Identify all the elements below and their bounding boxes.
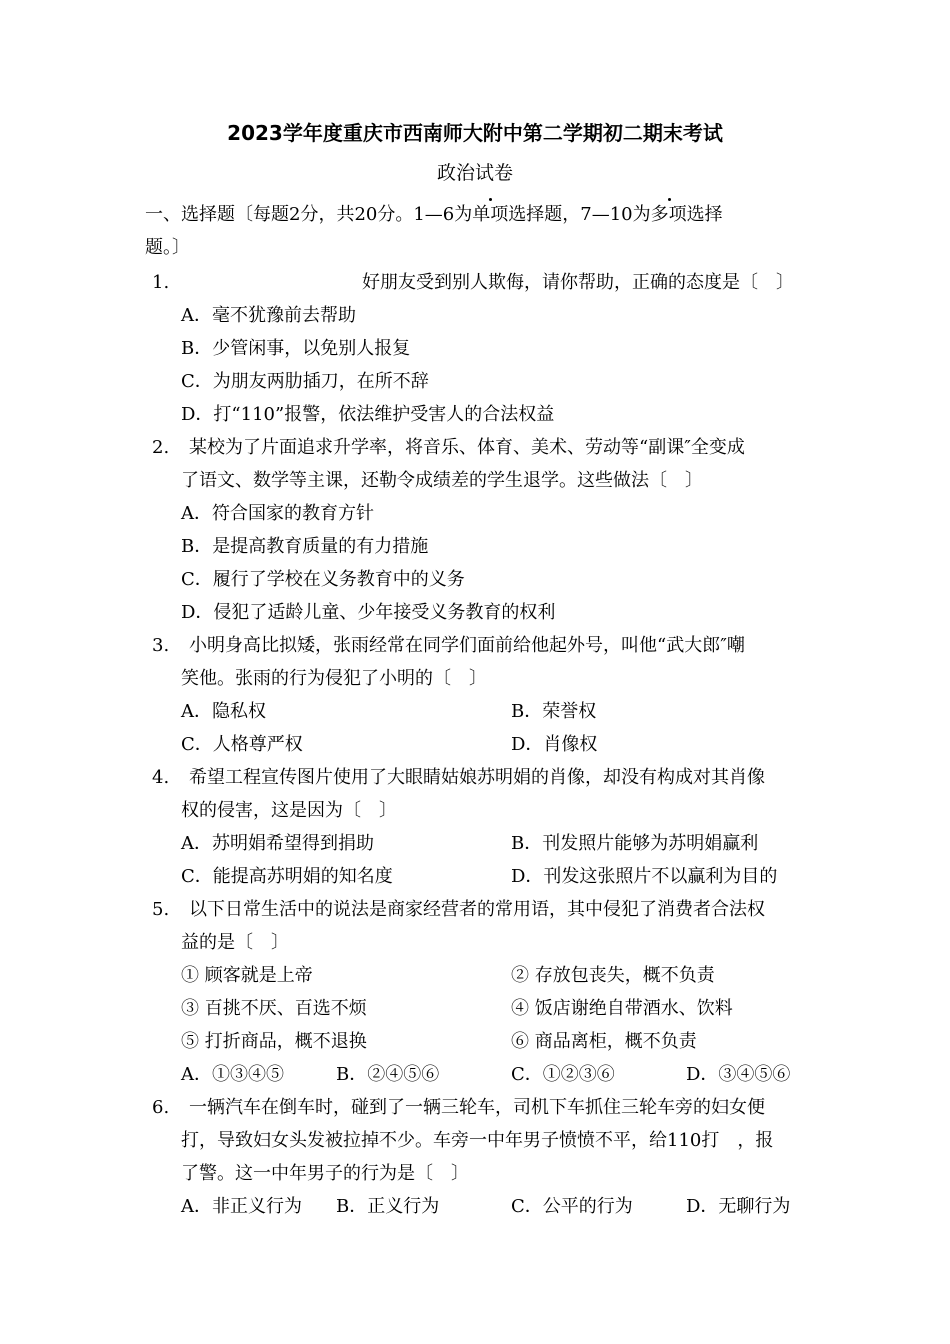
option: C．人格尊严权	[181, 734, 303, 755]
question-stem: 某校为了片面追求升学率，将音乐、体育、美术、劳动等“副课″全变成	[189, 437, 745, 458]
question-stem: 以下日常生活中的说法是商家经营者的常用语，其中侵犯了消费者合法权	[189, 899, 765, 920]
question-stem: 希望工程宣传图片使用了大眼睛姑娘苏明娟的肖像，却没有构成对其肖像	[189, 767, 765, 788]
question-number: 6.	[152, 1097, 170, 1118]
statement-item: ① 顾客就是上帝	[181, 965, 313, 986]
option: A．隐私权	[181, 701, 266, 722]
option: B．少管闲事，以免别人报复	[181, 338, 411, 359]
question-stem: 了语文、数学等主课，还勒令成绩差的学生退学。这些做法〔 〕	[181, 470, 703, 491]
option: B．是提高教育质量的有力措施	[181, 536, 429, 557]
question-number: 1.	[152, 272, 170, 293]
question-number: 2.	[152, 437, 170, 458]
option: D．侵犯了适龄儿童、少年接受义务教育的权利	[181, 602, 556, 623]
statement-item: ② 存放包丧失，概不负责	[511, 965, 715, 986]
statement-item: ⑤ 打折商品，概不退换	[181, 1031, 367, 1052]
question-stem: 益的是〔 〕	[181, 932, 289, 953]
option: B．荣誉权	[511, 701, 597, 722]
exam-title: 2023学年度重庆市西南师大附中第二学期初二期末考试	[227, 121, 723, 145]
option: D．打“110”报警，依法维护受害人的合法权益	[181, 404, 555, 425]
option: C．①②③⑥	[511, 1064, 615, 1085]
option: D．无聊行为	[686, 1196, 791, 1217]
question-stem: 好朋友受到别人欺侮，请你帮助，正确的态度是〔 〕	[362, 272, 794, 293]
intro-text-a: 一、选择题〔每题2分，共20分。1—6为	[145, 204, 473, 225]
option: C．为朋友两肋插刀，在所不辞	[181, 371, 429, 392]
option: A．符合国家的教育方针	[181, 503, 374, 524]
statement-item: ⑥ 商品离柜，概不负责	[511, 1031, 697, 1052]
option: B．②④⑤⑥	[336, 1064, 440, 1085]
statement-item: ③ 百挑不厌、百选不烦	[181, 998, 367, 1019]
option: D．③④⑤⑥	[686, 1064, 791, 1085]
option: A．非正义行为	[181, 1196, 302, 1217]
option: C．公平的行为	[511, 1196, 633, 1217]
question-number: 3.	[152, 635, 170, 656]
question-stem: 了警。这一中年男子的行为是〔 〕	[181, 1163, 469, 1184]
question-number: 4.	[152, 767, 170, 788]
option: A．苏明娟希望得到捐助	[181, 833, 374, 854]
section-intro-line2: 题。〕	[145, 237, 190, 258]
question-stem: 一辆汽车在倒车时，碰到了一辆三轮车，司机下车抓住三轮车旁的妇女便	[189, 1097, 765, 1118]
statement-item: ④ 饭店谢绝自带酒水、饮料	[511, 998, 733, 1019]
section-intro	[145, 198, 723, 231]
exam-subtitle: 政治试卷	[436, 162, 513, 184]
option: A．①③④⑤	[181, 1064, 284, 1085]
question-stem: 打，导致妇女头发被拉掉不少。车旁一中年男子愤愤不平，给110打 ，报	[181, 1130, 774, 1151]
option: A．毫不犹豫前去帮助	[181, 305, 356, 326]
question-stem: 笑他。张雨的行为侵犯了小明的〔 〕	[181, 668, 487, 689]
option: B．正义行为	[336, 1196, 440, 1217]
emphasis-single: 单项	[472, 204, 509, 225]
option: C．履行了学校在义务教育中的义务	[181, 569, 465, 590]
intro-text-b: 选择题，7—10为	[508, 204, 651, 225]
intro-text-c: 选择	[686, 204, 723, 225]
option: D．肖像权	[511, 734, 598, 755]
question-stem: 小明身高比拟矮，张雨经常在同学们面前给他起外号，叫他“武大郎″嘲	[189, 635, 745, 656]
question-number: 5.	[152, 899, 170, 920]
option: C．能提高苏明娟的知名度	[181, 866, 393, 887]
option: D．刊发这张照片不以赢利为目的	[511, 866, 778, 887]
emphasis-multiple: 多项	[650, 204, 687, 225]
question-stem: 权的侵害，这是因为〔 〕	[181, 800, 397, 821]
option: B．刊发照片能够为苏明娟赢利	[511, 833, 759, 854]
